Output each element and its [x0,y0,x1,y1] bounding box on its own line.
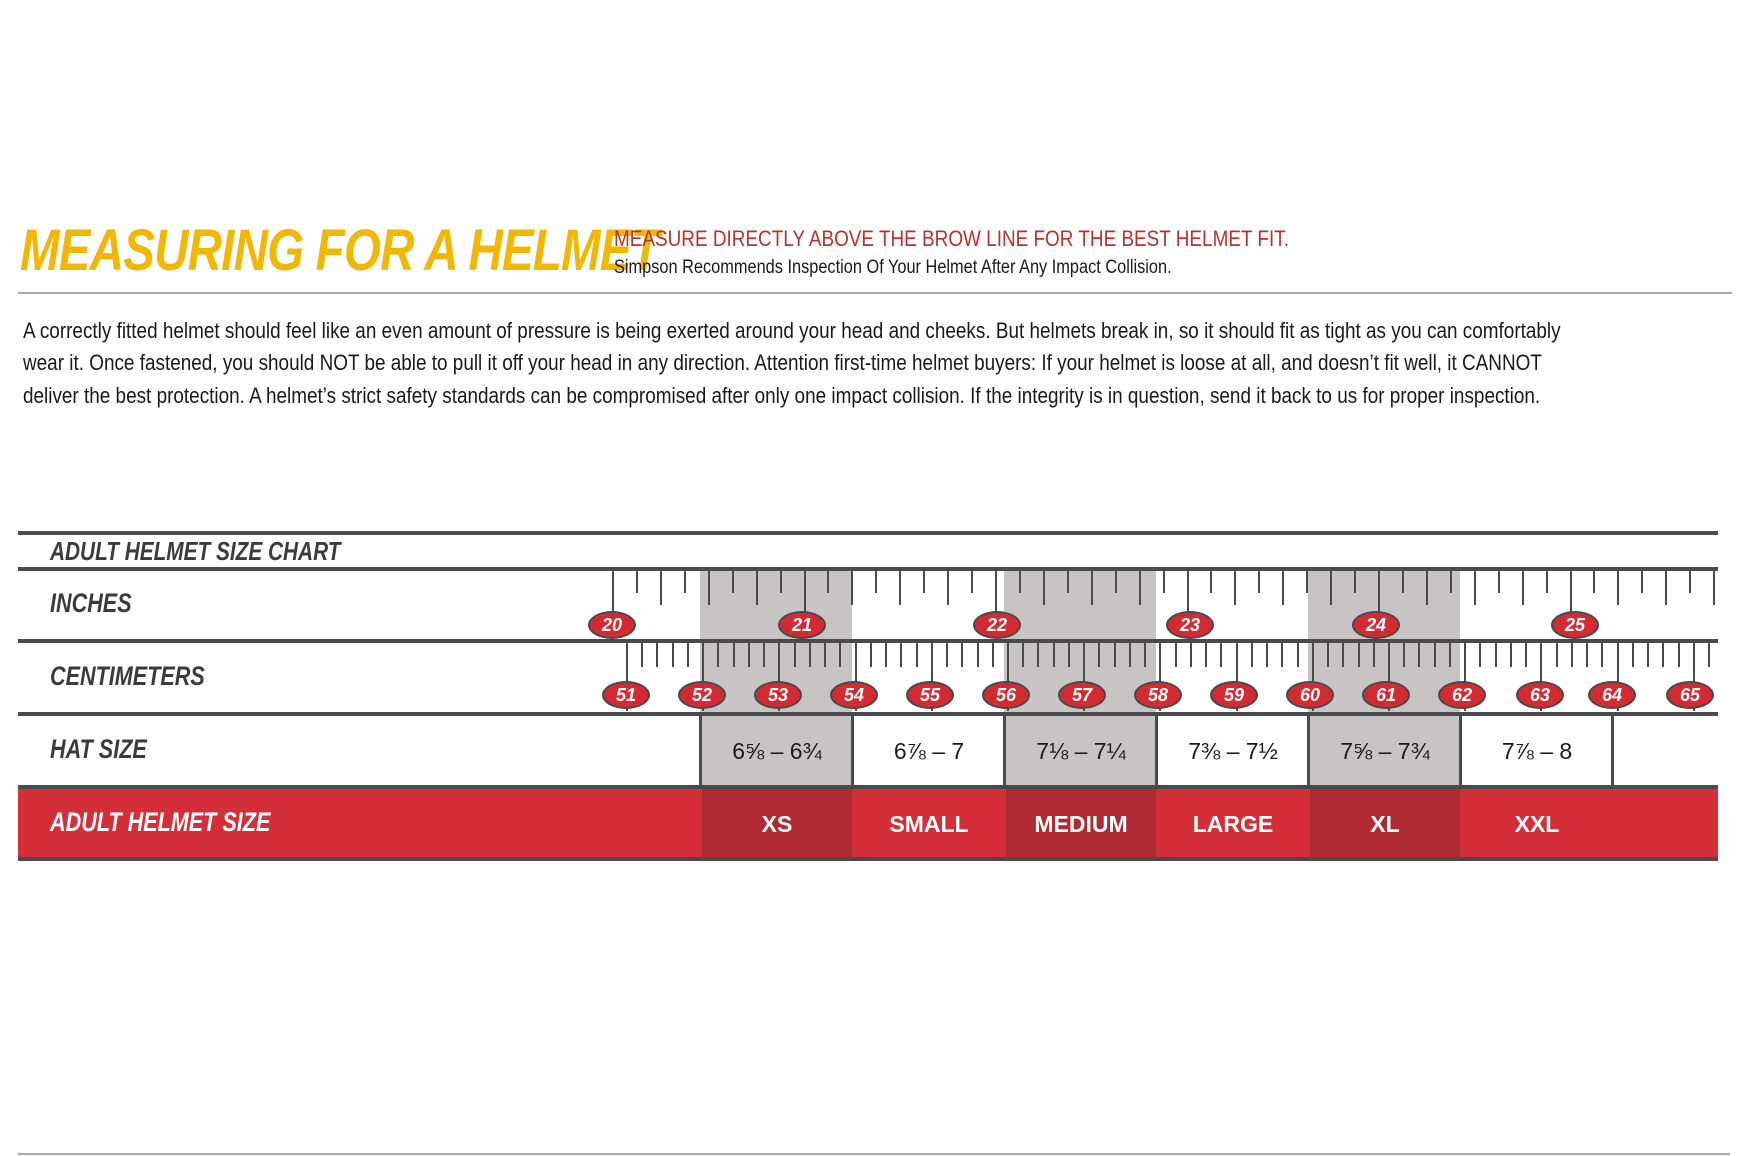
cm-badge-58: 58 [1134,681,1182,709]
helmet-size-small: SMALL [889,811,969,837]
inch-tick [1258,571,1260,593]
cm-badge-51: 51 [602,681,650,709]
cm-tick [1068,643,1070,667]
cm-tick [748,643,750,667]
helmet-size-xs: XS [761,811,793,837]
cm-tick [1190,643,1192,667]
inch-badge-24: 24 [1352,611,1400,639]
inch-tick [1282,571,1284,605]
cm-tick [946,643,948,667]
cm-tick [656,643,658,667]
paragraph-line-2: wear it. Once fastened, you should NOT be able to pull it off your head in any direction. Attention first-time helmet buyers: If your helmet is loose at all, and doesn’t fit well, it CANNOT [23,350,1542,375]
hat-size-xxl: 7⅞ – 8 [1501,738,1573,764]
cm-tick [1098,643,1100,667]
inspection-note: Simpson Recommends Inspection Of Your Helmet After Any Impact Collision. [614,257,1172,278]
hat-size-large: 7⅜ – 7½ [1188,738,1278,764]
cm-badge-60: 60 [1286,681,1334,709]
inch-tick [1354,571,1356,593]
inches-label: INCHES [50,588,132,618]
cm-tick [1632,643,1634,667]
cm-tick [1708,643,1710,667]
cm-tick [1114,643,1116,667]
inch-tick [947,571,949,605]
inch-tick [1330,571,1332,605]
cm-tick [1510,643,1512,667]
cm-tick [1220,643,1222,667]
chart-top-line [18,531,1718,535]
inch-tick [1617,571,1619,605]
cm-tick [794,643,796,667]
inch-tick [1593,571,1595,593]
cm-tick [1342,643,1344,667]
inch-badge-20: 20 [588,611,636,639]
cm-tick [1662,643,1664,667]
inches-top-line [18,567,1718,571]
cm-tick [1586,643,1588,667]
inch-tick [827,571,829,593]
inch-tick [899,571,901,605]
cm-tick [641,643,643,667]
cm-badge-61: 61 [1362,681,1410,709]
inch-tick [1402,571,1404,593]
inch-tick [1234,571,1236,605]
cm-tick [809,643,811,667]
inch-tick [851,571,853,605]
inch-tick [1043,571,1045,605]
cm-tick [885,643,887,667]
inch-badge-23: 23 [1166,611,1214,639]
cm-tick [1434,643,1436,667]
hat-size-xl: 7⅝ – 7¾ [1340,738,1430,764]
cm-tick [900,643,902,667]
inch-tick [1522,571,1524,605]
inch-tick [660,571,662,605]
cm-tick [687,643,689,667]
cm-top-line [18,639,1718,643]
inch-tick [1163,571,1165,593]
hat-top-line [18,712,1718,716]
cm-tick [1129,643,1131,667]
hat-size-medium: 7⅛ – 7¼ [1036,738,1126,764]
inch-tick [1306,571,1308,593]
cm-badge-62: 62 [1438,681,1486,709]
cm-tick [1053,643,1055,667]
cm-tick [1297,643,1299,667]
cm-tick [717,643,719,667]
helmet-size-xxl: XXL [1514,811,1560,837]
cm-badge-65: 65 [1666,681,1714,709]
inch-tick [1210,571,1212,593]
cm-badge-53: 53 [754,681,802,709]
cm-tick [1525,643,1527,667]
cm-tick [916,643,918,667]
cm-tick [1479,643,1481,667]
inch-tick [1115,571,1117,593]
cm-badge-59: 59 [1210,681,1258,709]
inch-tick [708,571,710,605]
cm-badge-54: 54 [830,681,878,709]
cm-tick [1022,643,1024,667]
cm-tick [1144,643,1146,667]
inch-tick [756,571,758,605]
cm-tick [1495,643,1497,667]
cm-tick [672,643,674,667]
inch-tick [923,571,925,593]
cm-tick [1571,643,1573,667]
fit-instruction: MEASURE DIRECTLY ABOVE THE BROW LINE FOR THE BEST HELMET FIT. [614,226,1289,251]
footer-divider [18,1153,1730,1155]
cm-badge-63: 63 [1516,681,1564,709]
inch-tick [1450,571,1452,593]
cm-badge-57: 57 [1058,681,1106,709]
inch-badge-21: 21 [778,611,826,639]
cm-tick [1281,643,1283,667]
cm-tick [1403,643,1405,667]
cm-tick [1251,643,1253,667]
cm-tick [961,643,963,667]
helmet-size-large: LARGE [1192,811,1274,837]
helmet-size-label: ADULT HELMET SIZE [50,807,271,837]
cm-tick [1037,643,1039,667]
cm-tick [763,643,765,667]
cm-tick [824,643,826,667]
hat-size-xs: 6⅝ – 6¾ [732,738,822,764]
inch-tick [1474,571,1476,605]
cm-tick [1449,643,1451,667]
inch-tick [1067,571,1069,593]
inch-tick [636,571,638,593]
cm-tick [1556,643,1558,667]
cm-tick [1647,643,1649,667]
header-divider [18,292,1732,294]
cm-tick [1327,643,1329,667]
inch-tick [1546,571,1548,593]
inch-tick [1019,571,1021,593]
inch-tick [1091,571,1093,605]
helmet-size-medium: MEDIUM [1034,811,1128,837]
cm-badge-56: 56 [982,681,1030,709]
page-title: MEASURING FOR A HELMET [20,218,659,283]
inch-tick [1139,571,1141,605]
cm-tick [1175,643,1177,667]
cm-tick [977,643,979,667]
cm-badge-52: 52 [678,681,726,709]
cm-tick [992,643,994,667]
cm-tick [1418,643,1420,667]
hat-size-small: 6⅞ – 7 [893,738,965,764]
cm-tick [1678,643,1680,667]
cm-badge-64: 64 [1588,681,1636,709]
inch-tick [875,571,877,593]
cm-tick [733,643,735,667]
cm-tick [870,643,872,667]
inch-tick [1641,571,1643,593]
inch-tick [1713,571,1715,605]
inch-tick [1498,571,1500,593]
inch-tick [732,571,734,593]
inch-tick [1689,571,1691,593]
centimeters-label: CENTIMETERS [50,661,205,691]
inch-tick [1665,571,1667,605]
helmet-size-xl: XL [1370,811,1400,837]
inch-badge-22: 22 [973,611,1021,639]
paragraph-line-1: A correctly fitted helmet should feel like an even amount of pressure is being exerted around your head and cheeks. But helmets break in, so it should fit as tight as you can comfortably [23,318,1561,343]
paragraph-line-3: deliver the best protection. A helmet’s strict safety standards can be compromised after only one impact collision. If the integrity is in question, send it back to us for proper inspection. [23,383,1541,408]
cm-tick [1373,643,1375,667]
cm-tick [1266,643,1268,667]
inch-tick [971,571,973,593]
cm-badge-55: 55 [906,681,954,709]
cm-tick [1358,643,1360,667]
chart-bottom-line [18,857,1718,861]
inch-tick [1426,571,1428,605]
inch-tick [684,571,686,593]
inch-badge-25: 25 [1551,611,1599,639]
inch-tick [780,571,782,593]
cm-tick [839,643,841,667]
cm-tick [1601,643,1603,667]
chart-title: ADULT HELMET SIZE CHART [50,536,341,566]
cm-tick [1205,643,1207,667]
hat-size-label: HAT SIZE [50,734,147,764]
